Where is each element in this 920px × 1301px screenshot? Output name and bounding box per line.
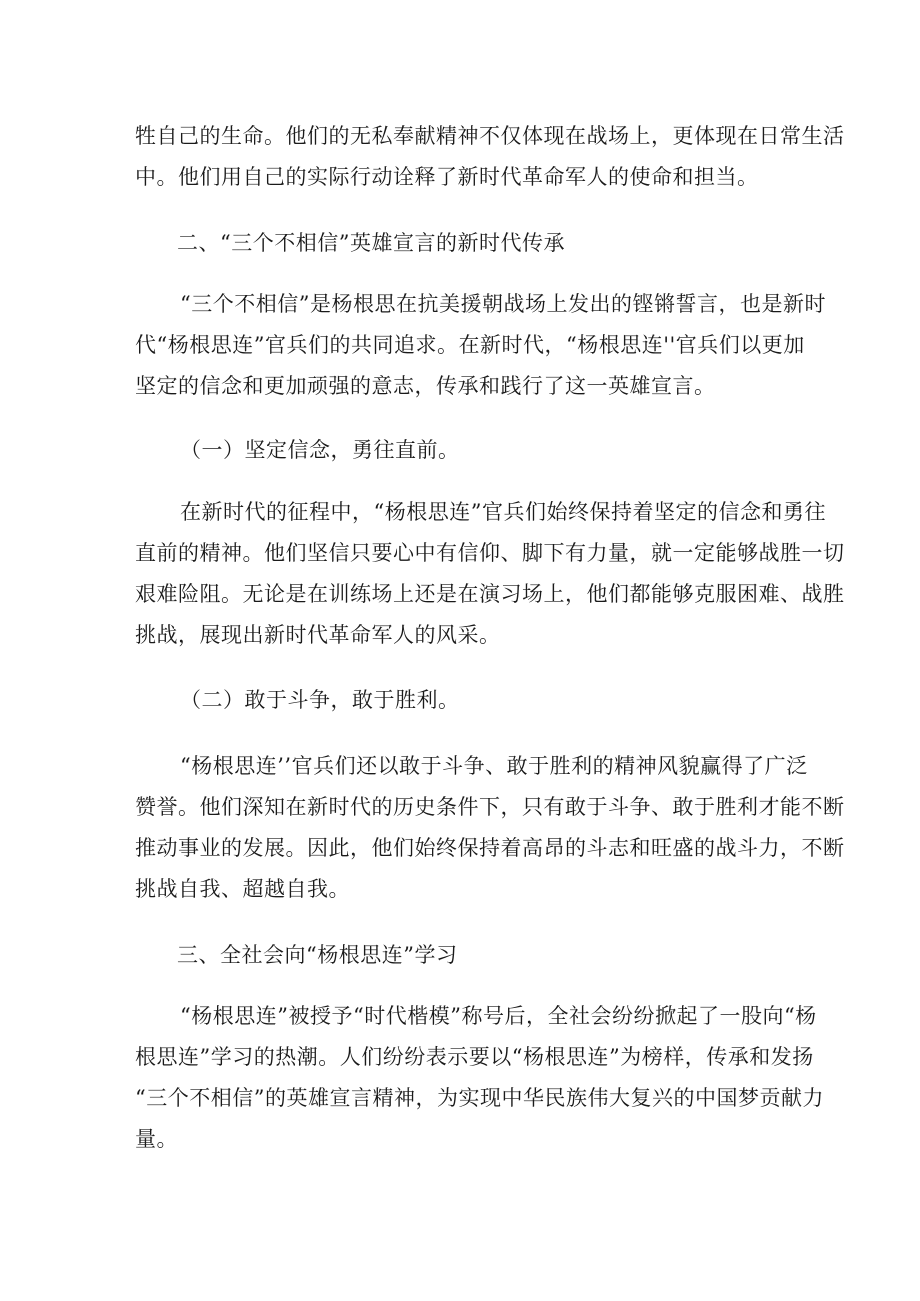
subsection-heading-2: （二）敢于斗争，敢于胜利。 [180,688,460,712]
section-heading-2: 二、“三个不相信”英雄宣言的新时代传承 [177,231,565,255]
paragraph-line: “杨根思连’’官兵们还以敢于斗争、敢于胜利的精神风貌赢得了广泛 [180,754,808,778]
paragraph-line: 根思连”学习的热潮。人们纷纷表示要以“杨根思连”为榜样，传承和发扬 [135,1045,814,1069]
paragraph-line: 在新时代的征程中，“杨根思连”官兵们始终保持着坚定的信念和勇往 [180,500,826,524]
paragraph-line: 艰难险阻。无论是在训练场上还是在演习场上，他们都能够克服困难、战胜 [135,582,845,606]
paragraph-line: 代“杨根思连”官兵们的共同追求。在新时代，“杨根思连''官兵们以更加 [135,333,805,357]
paragraph-line: 推动事业的发展。因此，他们始终保持着高昂的斗志和旺盛的战斗力，不断 [135,836,845,860]
paragraph-line: 直前的精神。他们坚信只要心中有信仰、脚下有力量，就一定能够战胜一切 [135,541,845,565]
paragraph-line: “杨根思连”被授予“时代楷模”称号后，全社会纷纷掀起了一股向“杨 [180,1004,817,1028]
paragraph-society-learns [135,996,824,1160]
paragraph-three-disbeliefs [135,284,826,407]
paragraph-line: 挑战自我、超越自我。 [135,877,350,901]
paragraph-continuation [135,116,845,198]
paragraph-dare-to-fight [135,746,845,910]
paragraph-line: “三个不相信”的英雄宣言精神，为实现中华民族伟大复兴的中国梦贡献力 [135,1086,824,1110]
paragraph-line: “三个不相信”是杨根思在抗美援朝战场上发出的铿锵誓言，也是新时 [180,292,826,316]
paragraph-line: 牲自己的生命。他们的无私奉献精神不仅体现在战场上，更体现在日常生活 [135,124,845,148]
section-heading-3: 三、全社会向“杨根思连”学习 [177,943,458,967]
paragraph-line: 坚定的信念和更加顽强的意志，传承和践行了这一英雄宣言。 [135,374,716,398]
paragraph-line: 中。他们用自己的实际行动诠释了新时代革命军人的使命和担当。 [135,165,759,189]
paragraph-firm-belief [135,492,845,656]
paragraph-line: 量。 [135,1127,178,1151]
paragraph-line: 挑战，展现出新时代革命军人的风采。 [135,623,501,647]
subsection-heading-1: （一）坚定信念，勇往直前。 [180,438,460,462]
paragraph-line: 赞誉。他们深知在新时代的历史条件下，只有敢于斗争、敢于胜利才能不断 [135,795,845,819]
